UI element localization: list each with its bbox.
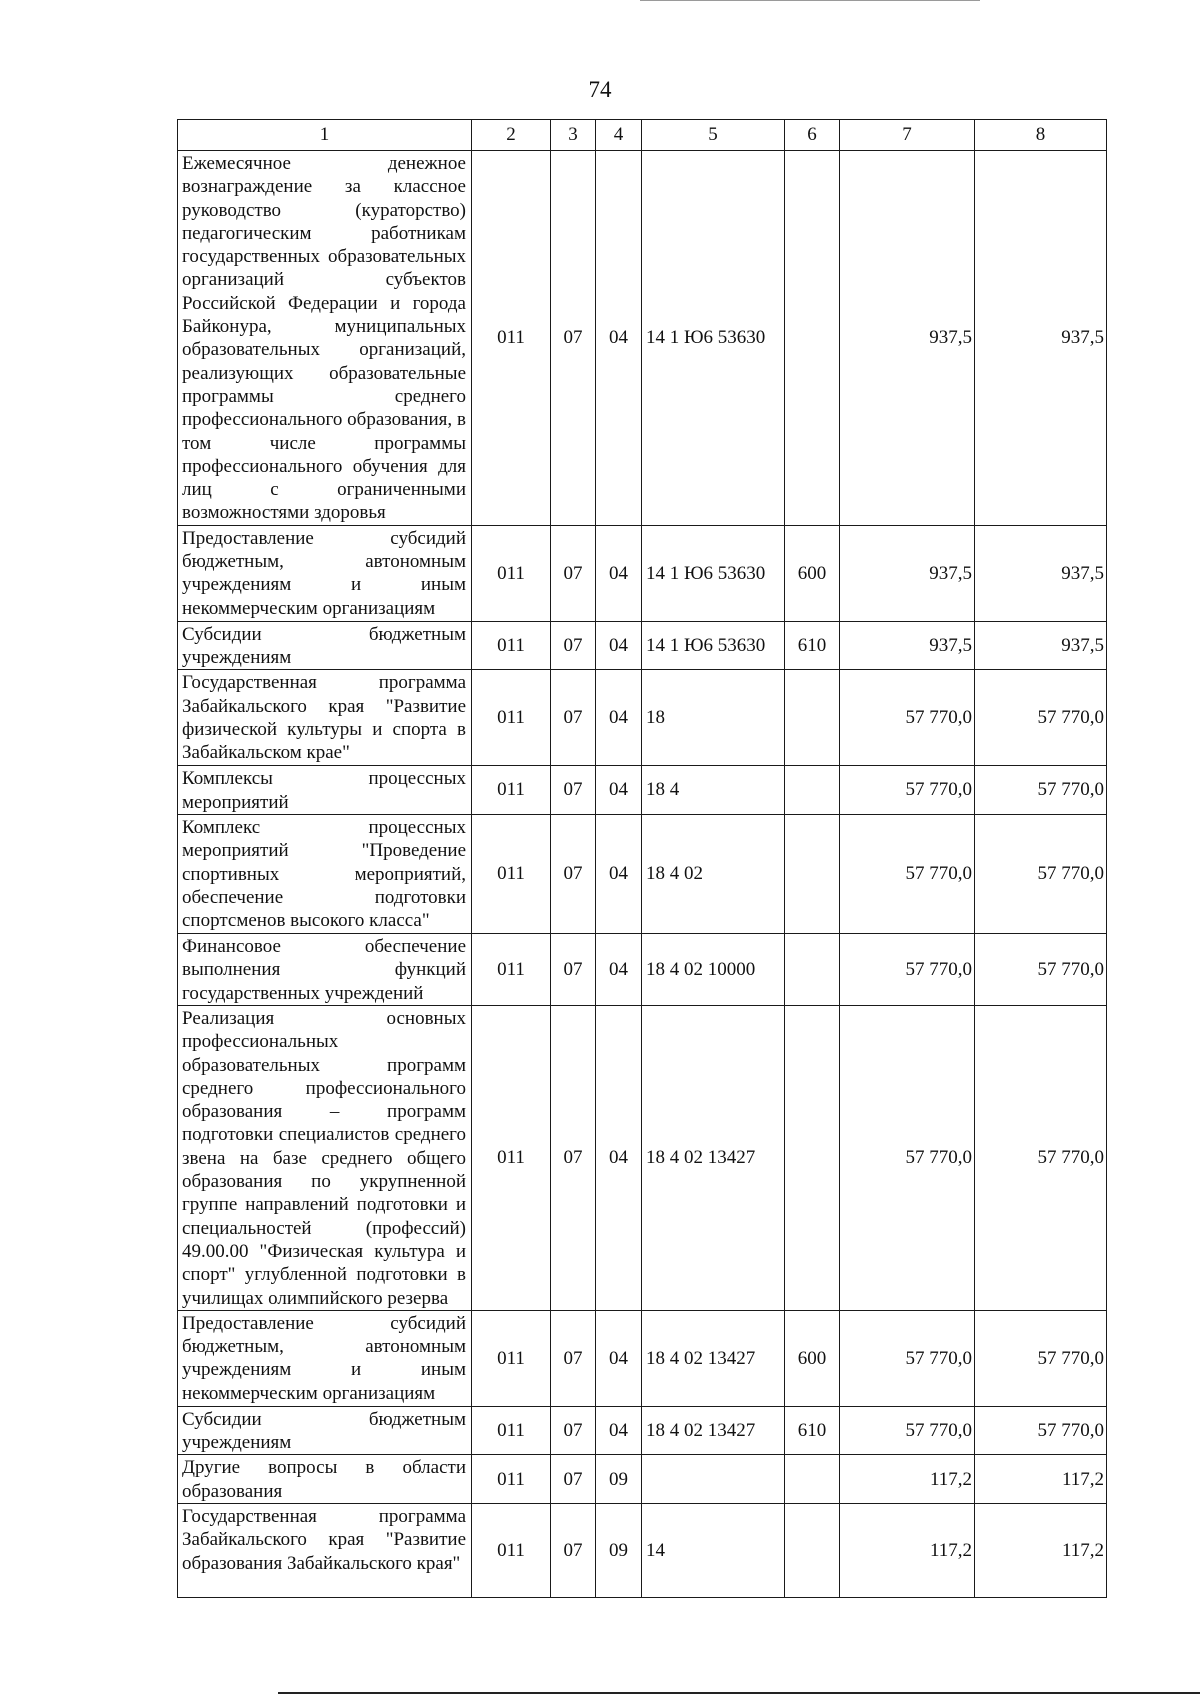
cell-amount-col8: 57 770,0 [975,814,1107,933]
cell-target-article: 14 [642,1503,785,1597]
table-row [178,1503,1107,1597]
cell-expense-type [785,933,840,1005]
table-row [178,1310,1107,1406]
row-description: Финансовое обеспечение выполнения функций государственных учреждений [178,933,472,1005]
cell-section: 07 [551,151,596,526]
cell-amount-col8: 937,5 [975,151,1107,526]
cell-amount-col7: 937,5 [840,151,975,526]
column-header: 2 [472,120,551,151]
table-row [178,814,1107,933]
cell-expense-type [785,670,840,766]
row-description: Другие вопросы в области образования [178,1455,472,1504]
cell-ministry-code: 011 [472,766,551,815]
cell-subsection: 09 [596,1455,642,1504]
cell-expense-type [785,1503,840,1597]
cell-expense-type [785,151,840,526]
cell-target-article: 18 4 02 10000 [642,933,785,1005]
cell-amount-col7: 937,5 [840,621,975,670]
scan-edge-line [640,0,980,1]
cell-target-article: 18 4 02 13427 [642,1406,785,1455]
cell-amount-col7: 117,2 [840,1455,975,1504]
column-header: 6 [785,120,840,151]
row-description: Комплексы процессных мероприятий [178,766,472,815]
cell-ministry-code: 011 [472,525,551,621]
cell-target-article: 18 4 [642,766,785,815]
cell-amount-col8: 57 770,0 [975,933,1107,1005]
cell-ministry-code: 011 [472,814,551,933]
cell-amount-col8: 57 770,0 [975,1005,1107,1310]
cell-amount-col7: 57 770,0 [840,670,975,766]
cell-ministry-code: 011 [472,1005,551,1310]
cell-subsection: 04 [596,1406,642,1455]
row-description: Комплекс процессных мероприятий "Проведение спортивных мероприятий, обеспечение подготовки спортсменов высокого класса" [178,814,472,933]
table-row [178,766,1107,815]
cell-subsection: 09 [596,1503,642,1597]
cell-target-article: 18 4 02 13427 [642,1310,785,1406]
row-description: Предоставление субсидий бюджетным, автономным учреждениям и иным некоммерческим организациям [178,1310,472,1406]
cell-subsection: 04 [596,814,642,933]
cell-amount-col8: 57 770,0 [975,670,1107,766]
cell-expense-type [785,814,840,933]
column-header: 7 [840,120,975,151]
cell-section: 07 [551,525,596,621]
column-header: 3 [551,120,596,151]
cell-target-article: 18 4 02 13427 [642,1005,785,1310]
row-description: Субсидии бюджетным учреждениям [178,1406,472,1455]
cell-section: 07 [551,1310,596,1406]
cell-ministry-code: 011 [472,1455,551,1504]
cell-subsection: 04 [596,766,642,815]
cell-expense-type: 610 [785,621,840,670]
cell-section: 07 [551,814,596,933]
cell-amount-col7: 57 770,0 [840,933,975,1005]
scan-bottom-line [278,1692,1200,1694]
cell-subsection: 04 [596,1310,642,1406]
row-description: Ежемесячное денежное вознаграждение за классное руководство (кураторство) педагогическим работникам государственных образовательных организаций субъектов Российской Федерации и города Байконура, муниципальных образовательных организаций, реализующих образовательные программы среднего профессионального образования, в том числе программы профессионального обучения для лиц с ограниченными возможностями здоровья [178,151,472,526]
table-row [178,525,1107,621]
cell-target-article: 14 1 Ю6 53630 [642,525,785,621]
cell-target-article: 14 1 Ю6 53630 [642,151,785,526]
cell-amount-col8: 117,2 [975,1503,1107,1597]
table-row [178,933,1107,1005]
cell-ministry-code: 011 [472,1310,551,1406]
row-description: Государственная программа Забайкальского края "Развитие физической культуры и спорта в Забайкальском крае" [178,670,472,766]
cell-amount-col7: 57 770,0 [840,1406,975,1455]
cell-amount-col8: 117,2 [975,1455,1107,1504]
cell-amount-col8: 937,5 [975,621,1107,670]
cell-amount-col7: 57 770,0 [840,814,975,933]
table-row [178,1455,1107,1504]
row-description: Предоставление субсидий бюджетным, автономным учреждениям и иным некоммерческим организациям [178,525,472,621]
cell-amount-col7: 937,5 [840,525,975,621]
cell-target-article: 18 4 02 [642,814,785,933]
cell-section: 07 [551,1503,596,1597]
budget-table [177,119,1107,1598]
cell-section: 07 [551,766,596,815]
cell-section: 07 [551,621,596,670]
table-row [178,1005,1107,1310]
cell-section: 07 [551,1455,596,1504]
column-header: 5 [642,120,785,151]
cell-target-article [642,1455,785,1504]
cell-expense-type: 610 [785,1406,840,1455]
cell-subsection: 04 [596,670,642,766]
cell-amount-col7: 57 770,0 [840,1310,975,1406]
column-header: 8 [975,120,1107,151]
cell-subsection: 04 [596,1005,642,1310]
cell-amount-col7: 57 770,0 [840,766,975,815]
cell-subsection: 04 [596,621,642,670]
row-description: Государственная программа Забайкальского края "Развитие образования Забайкальского края" [178,1503,472,1597]
table-header-row [178,120,1107,151]
cell-amount-col8: 57 770,0 [975,1310,1107,1406]
cell-subsection: 04 [596,151,642,526]
cell-amount-col7: 117,2 [840,1503,975,1597]
cell-amount-col8: 57 770,0 [975,1406,1107,1455]
cell-ministry-code: 011 [472,621,551,670]
cell-expense-type [785,1455,840,1504]
column-header: 4 [596,120,642,151]
table-row [178,621,1107,670]
cell-expense-type [785,1005,840,1310]
cell-amount-col8: 937,5 [975,525,1107,621]
cell-ministry-code: 011 [472,1406,551,1455]
row-description: Реализация основных профессиональных образовательных программ среднего профессионального образования – программ подготовки специалистов среднего звена на базе среднего общего образования по укрупненной группе направлений подготовки и специальностей (профессий) 49.00.00 "Физическая культура и спорт" углубленной подготовки в училищах олимпийского резерва [178,1005,472,1310]
cell-target-article: 18 [642,670,785,766]
cell-target-article: 14 1 Ю6 53630 [642,621,785,670]
cell-ministry-code: 011 [472,1503,551,1597]
cell-section: 07 [551,933,596,1005]
cell-ministry-code: 011 [472,670,551,766]
row-description: Субсидии бюджетным учреждениям [178,621,472,670]
cell-section: 07 [551,670,596,766]
cell-ministry-code: 011 [472,933,551,1005]
cell-section: 07 [551,1005,596,1310]
table-row [178,1406,1107,1455]
cell-subsection: 04 [596,933,642,1005]
cell-amount-col7: 57 770,0 [840,1005,975,1310]
cell-expense-type [785,766,840,815]
cell-expense-type: 600 [785,525,840,621]
column-header: 1 [178,120,472,151]
cell-section: 07 [551,1406,596,1455]
cell-amount-col8: 57 770,0 [975,766,1107,815]
cell-subsection: 04 [596,525,642,621]
cell-expense-type: 600 [785,1310,840,1406]
table-row [178,670,1107,766]
table-row [178,151,1107,526]
cell-ministry-code: 011 [472,151,551,526]
page-number: 74 [588,77,612,102]
